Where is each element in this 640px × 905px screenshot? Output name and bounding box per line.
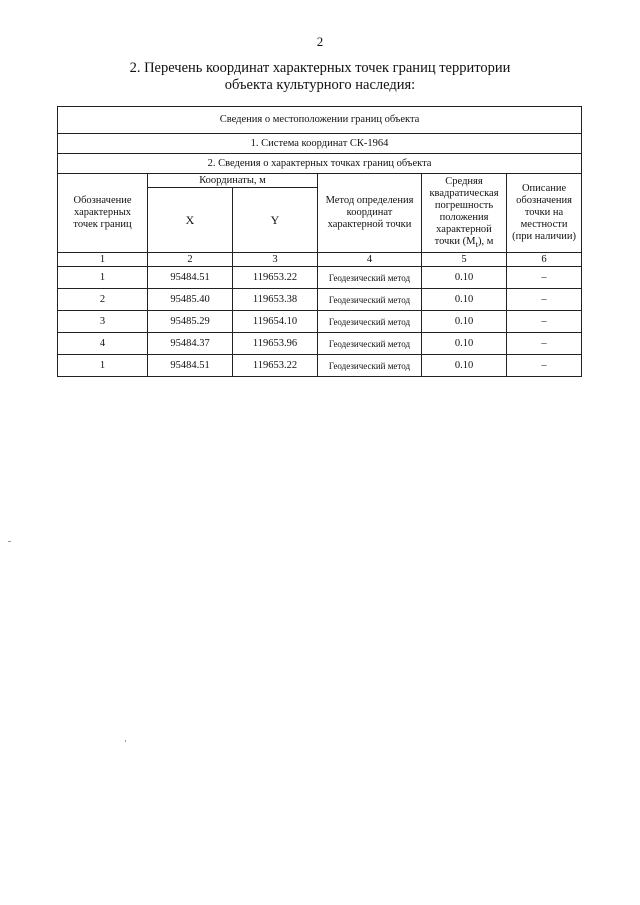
cell-description: –: [507, 289, 582, 311]
column-number: 3: [233, 253, 318, 267]
table-row: [58, 289, 582, 311]
cell-description: –: [507, 311, 582, 333]
column-number: 4: [318, 253, 422, 267]
header-method: Метод определения координат характерной точки: [318, 174, 422, 253]
table-row: [58, 355, 582, 377]
cell-x: 95484.51: [148, 267, 233, 289]
cell-description: –: [507, 355, 582, 377]
cell-error: 0.10: [422, 289, 507, 311]
cell-description: –: [507, 267, 582, 289]
header-error-subscript: t: [475, 239, 478, 250]
document-title-line-1: 2. Перечень координат характерных точек границ территории: [129, 60, 511, 76]
header-x: X: [148, 188, 233, 253]
cell-error: 0.10: [422, 311, 507, 333]
document-title: [0, 60, 640, 94]
cell-x: 95485.29: [148, 311, 233, 333]
cell-method: Геодезический метод: [318, 289, 422, 311]
scan-speck: [125, 740, 126, 742]
table-row: [58, 333, 582, 355]
cell-x: 95484.37: [148, 333, 233, 355]
cell-error: 0.10: [422, 355, 507, 377]
cell-error: 0.10: [422, 267, 507, 289]
cell-method: Геодезический метод: [318, 355, 422, 377]
cell-description: –: [507, 333, 582, 355]
column-number: 5: [422, 253, 507, 267]
cell-method: Геодезический метод: [318, 267, 422, 289]
column-number: 6: [507, 253, 582, 267]
header-point-designation: Обозначение характерных точек границ: [58, 174, 148, 253]
cell-point: 4: [58, 333, 148, 355]
cell-point: 3: [58, 311, 148, 333]
document-title-line-2: объекта культурного наследия:: [224, 77, 416, 93]
column-number: 2: [148, 253, 233, 267]
cell-y: 119653.38: [233, 289, 318, 311]
cell-method: Геодезический метод: [318, 333, 422, 355]
page-number: 2: [316, 34, 324, 49]
table-caption: Сведения о местоположении границ объекта: [58, 107, 582, 134]
header-error-text: Средняя квадратическая погрешность положения характерной точки (M: [429, 175, 499, 247]
cell-x: 95485.40: [148, 289, 233, 311]
cell-point: 1: [58, 355, 148, 377]
column-number: 1: [58, 253, 148, 267]
coordinates-table: [57, 106, 582, 377]
header-coordinates: Координаты, м: [148, 174, 318, 188]
table-row: [58, 267, 582, 289]
cell-x: 95484.51: [148, 355, 233, 377]
table-row: [58, 311, 582, 333]
scan-speck: [8, 541, 11, 542]
cell-y: 119653.96: [233, 333, 318, 355]
points-section-title: 2. Сведения о характерных точках границ объекта: [58, 154, 582, 174]
cell-y: 119654.10: [233, 311, 318, 333]
cell-point: 2: [58, 289, 148, 311]
header-error-tail: ), м: [477, 235, 494, 247]
cell-method: Геодезический метод: [318, 311, 422, 333]
header-y: Y: [233, 188, 318, 253]
cell-y: 119653.22: [233, 355, 318, 377]
header-error: [422, 174, 507, 253]
header-description: Описание обозначения точки на местности (при наличии): [507, 174, 582, 253]
cell-y: 119653.22: [233, 267, 318, 289]
cell-point: 1: [58, 267, 148, 289]
coordinate-system: 1. Система координат СК-1964: [58, 134, 582, 154]
cell-error: 0.10: [422, 333, 507, 355]
